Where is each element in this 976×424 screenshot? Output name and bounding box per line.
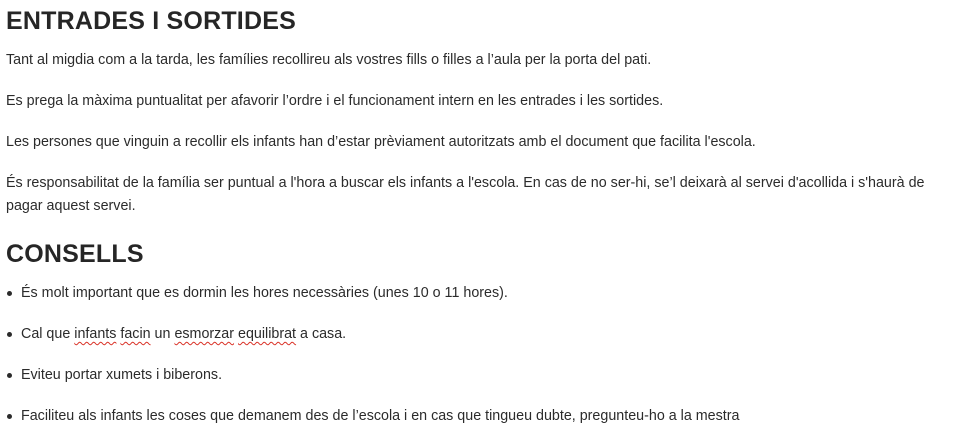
bullet-icon (7, 373, 12, 378)
spellcheck-word[interactable]: equilibrat (238, 326, 297, 342)
spellcheck-word[interactable]: facin (120, 326, 151, 342)
paragraph-autoritzacio: Les persones que vinguin a recollir els infants han d’estar prèviament autoritzats amb el document que facilita l'escola. (6, 134, 756, 150)
section-heading-consells: CONSELLS (6, 240, 144, 268)
spellcheck-word[interactable]: infants (74, 326, 117, 342)
bullet-icon (7, 291, 12, 296)
list-item-text (21, 323, 346, 346)
bullet-icon (7, 414, 12, 419)
text-fragment: un (150, 326, 175, 342)
list-item-text: Eviteu portar xumets i biberons. (21, 367, 223, 383)
list-item-text: Faciliteu als infants les coses que demanem des de l’escola i en cas que tingueu dubte, pregunteu-ho a la mestra (21, 408, 740, 424)
list-item-text: És molt important que es dormin les hores necessàries (unes 10 o 11 hores). (21, 285, 508, 301)
bullet-icon (7, 332, 12, 337)
section-heading-entrades-i-sortides: ENTRADES I SORTIDES (6, 7, 296, 35)
paragraph-recollida: Tant al migdia com a la tarda, les famílies recollireu als vostres fills o filles a l’aula per la porta del pati. (6, 52, 652, 68)
text-fragment: a casa. (296, 326, 347, 342)
paragraph-puntualitat: Es prega la màxima puntualitat per afavorir l’ordre i el funcionament intern en les entrades i les sortides. (6, 93, 664, 109)
text-fragment: Cal que (21, 326, 75, 342)
spellcheck-word[interactable]: esmorzar (174, 326, 235, 342)
paragraph-responsabilitat: És responsabilitat de la família ser puntual a l'hora a buscar els infants a l'escola. En cas de no ser-hi, se’l deixarà al servei d'acollida i s'haurà de pagar aquest servei. (6, 175, 925, 214)
